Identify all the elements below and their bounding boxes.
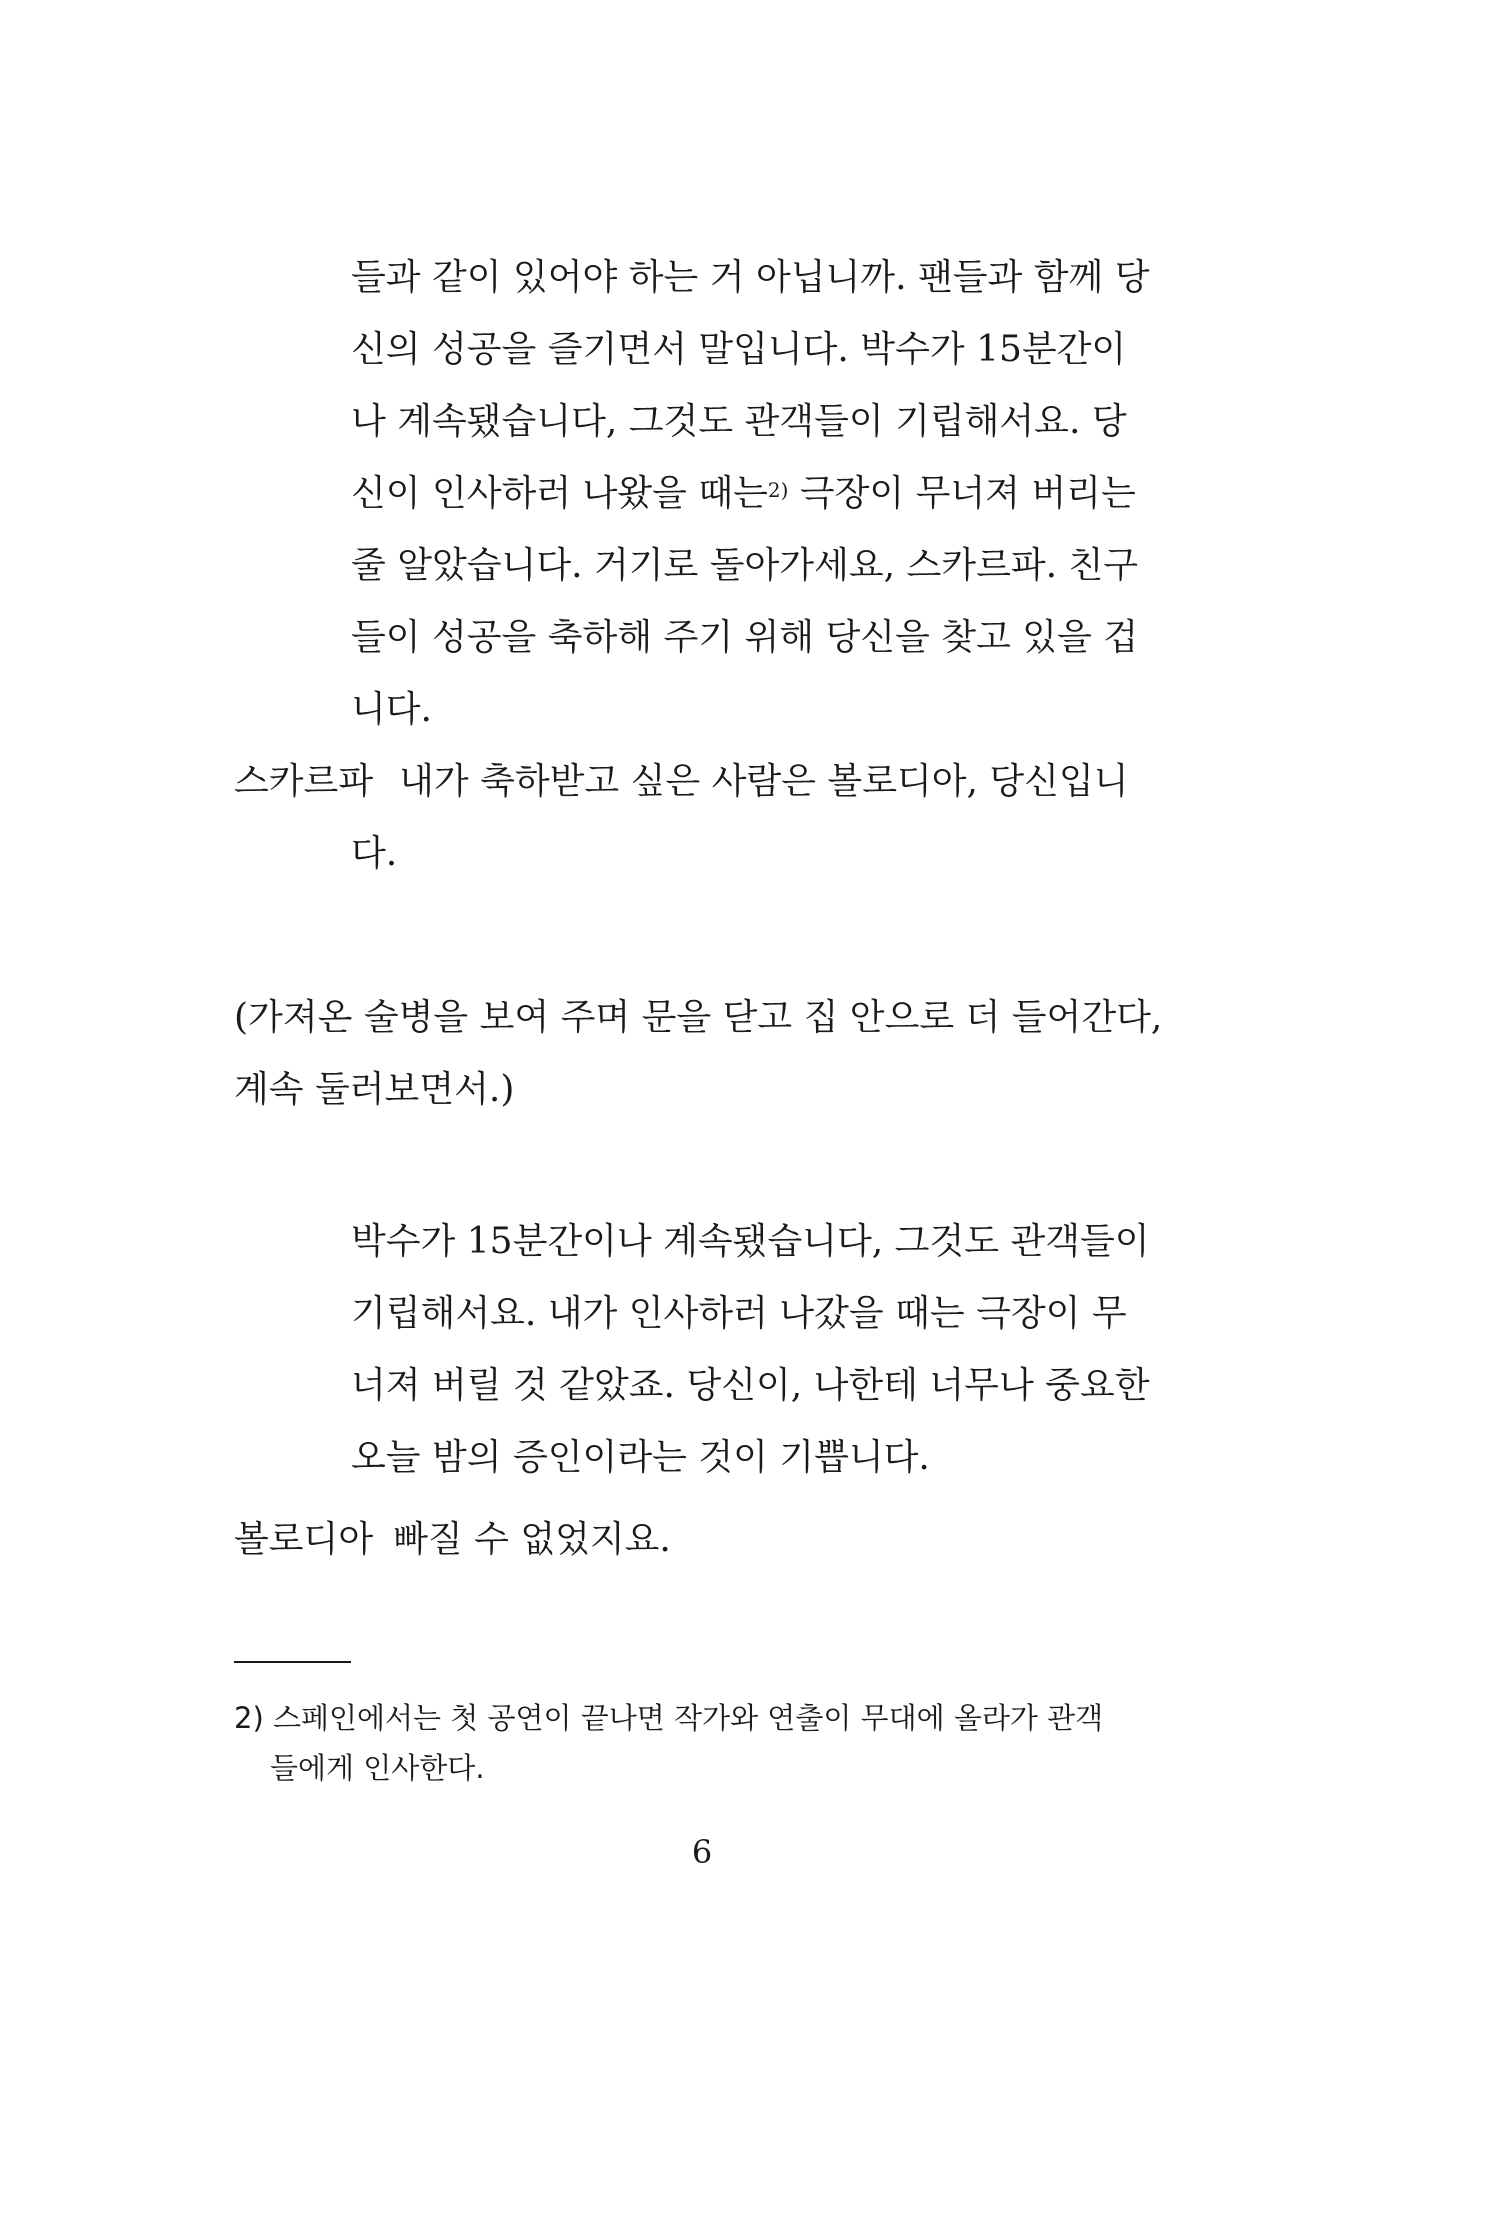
- dialogue-text: 내가 축하받고 싶은 사람은 볼로디아, 당신입니: [399, 761, 1129, 802]
- text-line: 너져 버릴 것 같았죠. 당신이, 나한테 너무나 중요한: [351, 1365, 1150, 1406]
- speaker-name: 스카르파: [234, 761, 374, 802]
- footnote-line: 들에게 인사한다.: [270, 1751, 485, 1785]
- text-line: 계속 둘러보면서.): [234, 1069, 515, 1110]
- text-line: 기립해서요. 내가 인사하러 나갔을 때는 극장이 무: [351, 1293, 1127, 1334]
- footnote-divider: [234, 1661, 351, 1663]
- speaker-name: 볼로디아: [234, 1519, 374, 1560]
- text-line: 들과 같이 있어야 하는 거 아닙니까. 팬들과 함께 당: [351, 257, 1150, 298]
- text-line: [234, 757, 1129, 807]
- text-line: (가져온 술병을 보여 주며 문을 닫고 집 안으로 더 들어간다,: [234, 997, 1163, 1038]
- text-line: 박수가 15분간이나 계속됐습니다, 그것도 관객들이: [351, 1221, 1150, 1262]
- text-line: [351, 469, 1136, 519]
- text-line: 나 계속됐습니다, 그것도 관객들이 기립해서요. 당: [351, 401, 1127, 442]
- text-line: 다.: [351, 833, 398, 874]
- text-line: 니다.: [351, 689, 432, 730]
- dialogue-text: 빠질 수 없었지요.: [393, 1519, 671, 1560]
- text-span: 극장이 무너져 버리는: [788, 473, 1136, 514]
- text-line: 들이 성공을 축하해 주기 위해 당신을 찾고 있을 겁: [351, 617, 1139, 658]
- footnote-reference[interactable]: 2): [767, 478, 789, 502]
- text-line: [234, 1515, 671, 1565]
- text-line: 오늘 밤의 증인이라는 것이 기쁩니다.: [351, 1437, 930, 1478]
- footnote-line: 2) 스페인에서는 첫 공연이 끝나면 작가와 연출이 무대에 올라가 관객: [234, 1701, 1104, 1735]
- text-line: 신의 성공을 즐기면서 말입니다. 박수가 15분간이: [351, 329, 1127, 370]
- text-span: 신이 인사하러 나왔을 때는: [351, 473, 768, 514]
- page-number: 6: [691, 1833, 713, 1871]
- text-line: 줄 알았습니다. 거기로 돌아가세요, 스카르파. 친구: [351, 545, 1139, 586]
